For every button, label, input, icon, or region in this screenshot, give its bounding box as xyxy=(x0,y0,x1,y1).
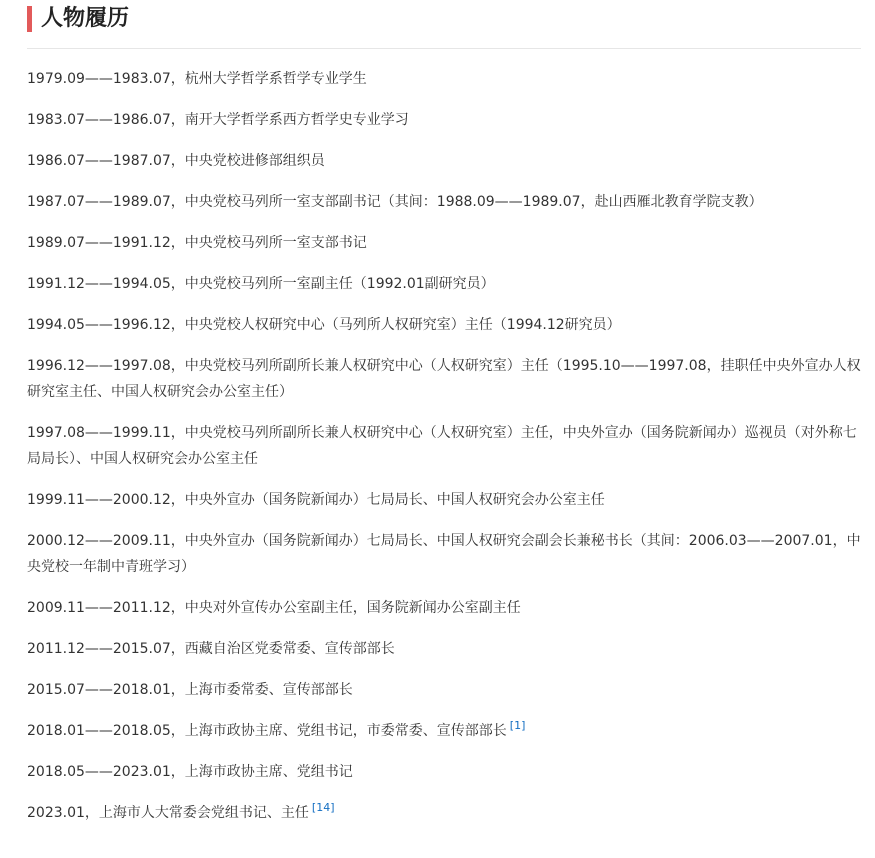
career-entry xyxy=(27,718,861,744)
entry-text: 1994.05——1996.12，中央党校人权研究中心（马列所人权研究室）主任（1994.12研究员） xyxy=(27,317,621,333)
section-accent-bar xyxy=(27,6,32,32)
entry-text: 2018.01——2018.05，上海市政协主席、党组书记，市委常委、宣传部部长 xyxy=(27,723,507,739)
section-header xyxy=(27,0,861,49)
career-entry xyxy=(27,800,861,826)
career-entry xyxy=(27,528,861,580)
career-entry xyxy=(27,271,861,297)
entry-text: 1989.07——1991.12，中央党校马列所一室支部书记 xyxy=(27,235,367,251)
entry-text: 2015.07——2018.01，上海市委常委、宣传部部长 xyxy=(27,682,353,698)
entry-text: 1999.11——2000.12，中央外宣办（国务院新闻办）七局局长、中国人权研究会办公室主任 xyxy=(27,492,605,508)
entry-text: 1983.07——1986.07，南开大学哲学系西方哲学史专业学习 xyxy=(27,112,409,128)
entry-text: 2018.05——2023.01，上海市政协主席、党组书记 xyxy=(27,764,353,780)
career-entry xyxy=(27,677,861,703)
entry-text: 1986.07——1987.07，中央党校进修部组织员 xyxy=(27,153,325,169)
entry-text: 1997.08——1999.11，中央党校马列所副所长兼人权研究中心（人权研究室）主任，中央外宣办（国务院新闻办）巡视员（对外称七局局长）、中国人权研究会办公室主任 xyxy=(27,425,857,467)
entry-text: 2023.01，上海市人大常委会党组书记、主任 xyxy=(27,805,309,821)
career-entry xyxy=(27,230,861,256)
career-entry xyxy=(27,420,861,472)
career-entry xyxy=(27,66,861,92)
career-list xyxy=(27,66,861,841)
entry-text: 1996.12——1997.08，中央党校马列所副所长兼人权研究中心（人权研究室）主任（1995.10——1997.08，挂职任中央外宣办人权研究室主任、中国人权研究会办公室主任） xyxy=(27,358,861,400)
career-entry xyxy=(27,353,861,405)
career-entry xyxy=(27,148,861,174)
entry-text: 1991.12——1994.05，中央党校马列所一室副主任（1992.01副研究员） xyxy=(27,276,495,292)
section-title: 人物履历 xyxy=(41,6,130,31)
entry-text: 1987.07——1989.07，中央党校马列所一室支部副书记（其间：1988.09——1989.07，赴山西雁北教育学院支教） xyxy=(27,194,763,210)
entry-text: 1979.09——1983.07，杭州大学哲学系哲学专业学生 xyxy=(27,71,367,87)
reference-link[interactable]: [14] xyxy=(311,801,335,815)
career-entry xyxy=(27,487,861,513)
career-entry xyxy=(27,636,861,662)
entry-text: 2009.11——2011.12，中央对外宣传办公室副主任，国务院新闻办公室副主任 xyxy=(27,600,521,616)
entry-text: 2000.12——2009.11，中央外宣办（国务院新闻办）七局局长、中国人权研究会副会长兼秘书长（其间：2006.03——2007.01，中央党校一年制中青班学习） xyxy=(27,533,861,575)
career-entry xyxy=(27,107,861,133)
career-entry xyxy=(27,759,861,785)
reference-link[interactable]: [1] xyxy=(509,719,526,733)
career-entry xyxy=(27,189,861,215)
career-entry xyxy=(27,312,861,338)
entry-text: 2011.12——2015.07，西藏自治区党委常委、宣传部部长 xyxy=(27,641,395,657)
career-entry xyxy=(27,595,861,621)
